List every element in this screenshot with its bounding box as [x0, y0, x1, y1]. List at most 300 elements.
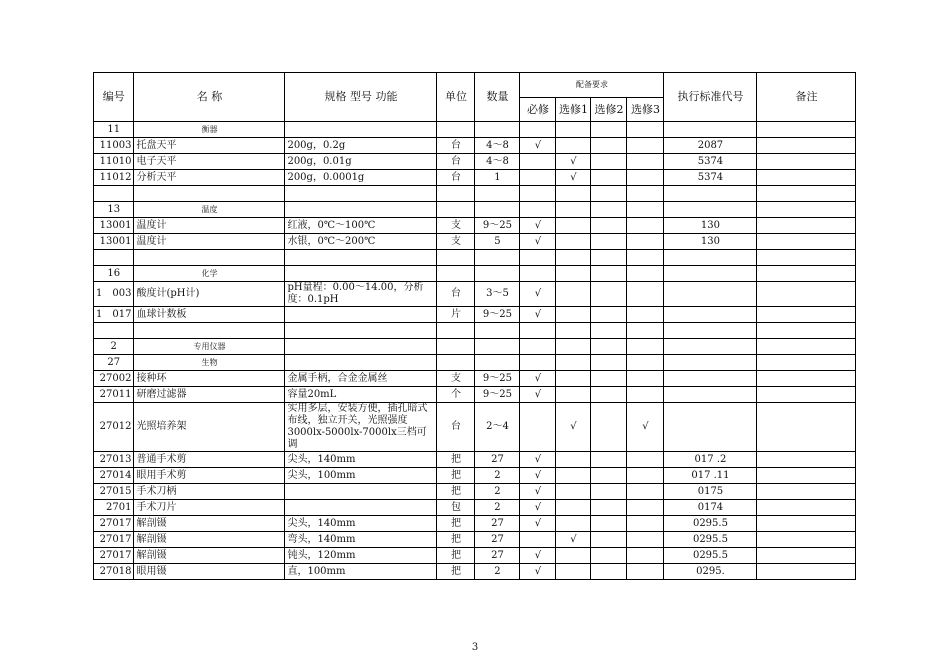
empty-cell — [556, 250, 591, 266]
empty-cell — [520, 122, 556, 138]
item-code: 27017 — [94, 548, 134, 564]
empty-cell — [664, 250, 757, 266]
table-row — [94, 452, 856, 468]
required-mark: √ — [520, 387, 556, 403]
header-unit: 单位 — [437, 73, 475, 122]
empty-cell — [591, 323, 627, 339]
item-remarks — [757, 403, 856, 452]
empty-cell — [757, 339, 856, 355]
empty-cell — [94, 250, 134, 266]
empty-cell — [556, 266, 591, 282]
section-code: 16 — [94, 266, 134, 282]
item-unit: 台 — [437, 170, 475, 186]
item-code: 27015 — [94, 484, 134, 500]
item-name: 眼用镊 — [134, 564, 285, 580]
item-code: 1 017 — [94, 307, 134, 323]
item-unit: 把 — [437, 468, 475, 484]
empty-cell — [94, 186, 134, 202]
item-quantity: 2～4 — [475, 403, 520, 452]
empty-cell — [591, 266, 627, 282]
elective-1-mark: √ — [556, 532, 591, 548]
blank-row — [94, 323, 856, 339]
standard-code: 0175 — [664, 484, 757, 500]
empty-cell — [475, 186, 520, 202]
empty-cell — [664, 202, 757, 218]
table-row — [94, 532, 856, 548]
item-spec: 实用多层，安装方便，插孔暗式布线，独立开关，光照强度3000lx-5000lx-7000lx三档可调 — [285, 403, 437, 452]
elective-3-mark — [627, 387, 664, 403]
item-name: 解剖镊 — [134, 532, 285, 548]
item-remarks — [757, 154, 856, 170]
item-code: 27013 — [94, 452, 134, 468]
empty-cell — [285, 339, 437, 355]
item-remarks — [757, 387, 856, 403]
required-mark: √ — [520, 516, 556, 532]
elective-1-mark — [556, 548, 591, 564]
standard-code: 017 .2 — [664, 452, 757, 468]
item-spec: 尖头，100mm — [285, 468, 437, 484]
required-mark: √ — [520, 371, 556, 387]
elective-1-mark — [556, 138, 591, 154]
table-body — [94, 122, 856, 580]
elective-2-mark — [591, 468, 627, 484]
standard-code — [664, 387, 757, 403]
required-mark: √ — [520, 548, 556, 564]
item-code: 11003 — [94, 138, 134, 154]
empty-cell — [556, 339, 591, 355]
elective-3-mark — [627, 468, 664, 484]
item-unit: 片 — [437, 307, 475, 323]
elective-2-mark — [591, 484, 627, 500]
elective-2-mark — [591, 371, 627, 387]
elective-3-mark — [627, 564, 664, 580]
item-unit: 把 — [437, 484, 475, 500]
item-name: 温度计 — [134, 218, 285, 234]
section-row — [94, 339, 856, 355]
elective-3-mark — [627, 307, 664, 323]
empty-cell — [475, 355, 520, 371]
item-quantity: 9～25 — [475, 371, 520, 387]
empty-cell — [627, 339, 664, 355]
empty-cell — [285, 202, 437, 218]
standard-code — [664, 282, 757, 307]
required-mark: √ — [520, 452, 556, 468]
standard-code — [664, 403, 757, 452]
item-name: 解剖镊 — [134, 548, 285, 564]
item-unit: 台 — [437, 282, 475, 307]
empty-cell — [285, 122, 437, 138]
required-mark: √ — [520, 564, 556, 580]
empty-cell — [757, 323, 856, 339]
section-row — [94, 266, 856, 282]
section-code: 27 — [94, 355, 134, 371]
empty-cell — [475, 122, 520, 138]
empty-cell — [591, 339, 627, 355]
item-code: 11012 — [94, 170, 134, 186]
elective-2-mark — [591, 548, 627, 564]
table-row — [94, 234, 856, 250]
standard-code: 0295.5 — [664, 516, 757, 532]
item-name: 托盘天平 — [134, 138, 285, 154]
section-code: 2 — [94, 339, 134, 355]
item-spec: 尖头，140mm — [285, 516, 437, 532]
table-row — [94, 218, 856, 234]
empty-cell — [627, 323, 664, 339]
empty-cell — [520, 339, 556, 355]
item-spec: 尖头，140mm — [285, 452, 437, 468]
elective-2-mark — [591, 170, 627, 186]
table-row — [94, 548, 856, 564]
empty-cell — [591, 186, 627, 202]
empty-cell — [437, 266, 475, 282]
empty-cell — [134, 323, 285, 339]
item-quantity: 5 — [475, 234, 520, 250]
item-code: 13001 — [94, 234, 134, 250]
item-quantity: 2 — [475, 468, 520, 484]
table-row — [94, 282, 856, 307]
empty-cell — [591, 355, 627, 371]
empty-cell — [520, 355, 556, 371]
item-quantity: 9～25 — [475, 307, 520, 323]
item-unit: 支 — [437, 218, 475, 234]
empty-cell — [437, 323, 475, 339]
table-row — [94, 170, 856, 186]
item-quantity: 27 — [475, 516, 520, 532]
standard-code: 0174 — [664, 500, 757, 516]
empty-cell — [285, 186, 437, 202]
standard-code: 017 .11 — [664, 468, 757, 484]
required-mark — [520, 403, 556, 452]
section-code: 11 — [94, 122, 134, 138]
header-elective-1: 选修1 — [556, 98, 591, 122]
elective-3-mark — [627, 484, 664, 500]
item-remarks — [757, 484, 856, 500]
empty-cell — [757, 202, 856, 218]
empty-cell — [134, 186, 285, 202]
item-quantity: 9～25 — [475, 218, 520, 234]
elective-1-mark: √ — [556, 170, 591, 186]
item-remarks — [757, 138, 856, 154]
header-required: 必修 — [520, 98, 556, 122]
empty-cell — [520, 202, 556, 218]
table-row — [94, 387, 856, 403]
item-quantity: 2 — [475, 484, 520, 500]
elective-2-mark — [591, 307, 627, 323]
item-unit: 个 — [437, 387, 475, 403]
empty-cell — [285, 355, 437, 371]
item-name: 眼用手术剪 — [134, 468, 285, 484]
item-code: 27017 — [94, 532, 134, 548]
required-mark — [520, 170, 556, 186]
elective-1-mark — [556, 371, 591, 387]
item-remarks — [757, 234, 856, 250]
standard-code: 0295.5 — [664, 532, 757, 548]
empty-cell — [437, 355, 475, 371]
elective-1-mark — [556, 218, 591, 234]
elective-2-mark — [591, 154, 627, 170]
elective-1-mark: √ — [556, 403, 591, 452]
standard-code — [664, 371, 757, 387]
item-remarks — [757, 532, 856, 548]
section-row — [94, 355, 856, 371]
item-spec — [285, 484, 437, 500]
item-name: 电子天平 — [134, 154, 285, 170]
item-remarks — [757, 218, 856, 234]
header-quantity: 数量 — [475, 73, 520, 122]
item-name: 普通手术剪 — [134, 452, 285, 468]
item-name: 手术刀柄 — [134, 484, 285, 500]
item-unit: 台 — [437, 154, 475, 170]
empty-cell — [627, 266, 664, 282]
required-mark: √ — [520, 282, 556, 307]
item-remarks — [757, 307, 856, 323]
section-name: 专用仪器 — [134, 339, 285, 355]
item-remarks — [757, 452, 856, 468]
item-quantity: 4～8 — [475, 138, 520, 154]
empty-cell — [475, 323, 520, 339]
standard-code: 2087 — [664, 138, 757, 154]
elective-2-mark — [591, 532, 627, 548]
empty-cell — [475, 339, 520, 355]
header-number: 编号 — [94, 73, 134, 122]
elective-1-mark — [556, 484, 591, 500]
item-unit: 台 — [437, 138, 475, 154]
empty-cell — [627, 250, 664, 266]
item-spec: 200g，0.0001g — [285, 170, 437, 186]
header-name: 名 称 — [134, 73, 285, 122]
item-unit: 把 — [437, 548, 475, 564]
empty-cell — [664, 186, 757, 202]
empty-cell — [285, 250, 437, 266]
header-elective-3: 选修3 — [627, 98, 664, 122]
item-unit: 把 — [437, 516, 475, 532]
header-remarks: 备注 — [757, 73, 856, 122]
empty-cell — [664, 339, 757, 355]
empty-cell — [520, 266, 556, 282]
table-header — [94, 73, 856, 122]
empty-cell — [437, 202, 475, 218]
required-mark: √ — [520, 234, 556, 250]
item-code: 27014 — [94, 468, 134, 484]
elective-2-mark — [591, 564, 627, 580]
elective-3-mark — [627, 282, 664, 307]
item-unit: 把 — [437, 564, 475, 580]
item-remarks — [757, 170, 856, 186]
item-quantity: 27 — [475, 532, 520, 548]
item-name: 温度计 — [134, 234, 285, 250]
header-elective-2: 选修2 — [591, 98, 627, 122]
section-row — [94, 122, 856, 138]
elective-1-mark — [556, 500, 591, 516]
elective-2-mark — [591, 516, 627, 532]
elective-3-mark — [627, 532, 664, 548]
required-mark: √ — [520, 468, 556, 484]
standard-code — [664, 307, 757, 323]
item-name: 酸度计(pH计) — [134, 282, 285, 307]
item-spec: pH量程：0.00～14.00，分析度：0.1pH — [285, 282, 437, 307]
table-row — [94, 154, 856, 170]
elective-3-mark: √ — [627, 403, 664, 452]
item-quantity: 2 — [475, 564, 520, 580]
empty-cell — [475, 266, 520, 282]
item-spec: 容量20mL — [285, 387, 437, 403]
empty-cell — [556, 122, 591, 138]
item-code: 27012 — [94, 403, 134, 452]
item-quantity: 27 — [475, 452, 520, 468]
item-name: 手术刀片 — [134, 500, 285, 516]
item-quantity: 27 — [475, 548, 520, 564]
blank-row — [94, 186, 856, 202]
item-spec — [285, 500, 437, 516]
table-row — [94, 500, 856, 516]
empty-cell — [94, 323, 134, 339]
item-unit: 支 — [437, 234, 475, 250]
item-quantity: 9～25 — [475, 387, 520, 403]
elective-1-mark: √ — [556, 154, 591, 170]
elective-3-mark — [627, 500, 664, 516]
item-spec: 弯头，140mm — [285, 532, 437, 548]
empty-cell — [437, 250, 475, 266]
item-quantity: 2 — [475, 500, 520, 516]
item-name: 接种环 — [134, 371, 285, 387]
item-spec: 直，100mm — [285, 564, 437, 580]
item-code: 1 003 — [94, 282, 134, 307]
elective-2-mark — [591, 403, 627, 452]
elective-3-mark — [627, 516, 664, 532]
section-code: 13 — [94, 202, 134, 218]
required-mark: √ — [520, 307, 556, 323]
elective-1-mark — [556, 468, 591, 484]
empty-cell — [757, 355, 856, 371]
required-mark: √ — [520, 500, 556, 516]
item-name: 光照培养架 — [134, 403, 285, 452]
item-code: 27017 — [94, 516, 134, 532]
table-row — [94, 468, 856, 484]
item-code: 27011 — [94, 387, 134, 403]
empty-cell — [556, 202, 591, 218]
empty-cell — [475, 202, 520, 218]
empty-cell — [664, 323, 757, 339]
item-remarks — [757, 282, 856, 307]
empty-cell — [285, 266, 437, 282]
elective-3-mark — [627, 218, 664, 234]
empty-cell — [520, 250, 556, 266]
empty-cell — [664, 122, 757, 138]
elective-3-mark — [627, 548, 664, 564]
table-row — [94, 564, 856, 580]
elective-1-mark — [556, 307, 591, 323]
item-name: 解剖镊 — [134, 516, 285, 532]
table-row — [94, 307, 856, 323]
page-number: 3 — [471, 642, 479, 653]
table-row — [94, 516, 856, 532]
empty-cell — [134, 250, 285, 266]
item-remarks — [757, 371, 856, 387]
equipment-table — [93, 72, 856, 580]
item-unit: 台 — [437, 403, 475, 452]
empty-cell — [591, 122, 627, 138]
item-spec: 200g，0.2g — [285, 138, 437, 154]
elective-3-mark — [627, 371, 664, 387]
elective-3-mark — [627, 154, 664, 170]
standard-code: 5374 — [664, 170, 757, 186]
standard-code: 0295.5 — [664, 548, 757, 564]
empty-cell — [757, 250, 856, 266]
header-spec: 规格 型号 功能 — [285, 73, 437, 122]
item-unit: 把 — [437, 452, 475, 468]
empty-cell — [285, 323, 437, 339]
elective-1-mark — [556, 564, 591, 580]
empty-cell — [556, 186, 591, 202]
table-row — [94, 403, 856, 452]
empty-cell — [591, 202, 627, 218]
empty-cell — [591, 250, 627, 266]
elective-1-mark — [556, 452, 591, 468]
empty-cell — [664, 355, 757, 371]
section-name: 温度 — [134, 202, 285, 218]
empty-cell — [627, 202, 664, 218]
item-name: 血球计数板 — [134, 307, 285, 323]
item-code: 11010 — [94, 154, 134, 170]
item-name: 分析天平 — [134, 170, 285, 186]
empty-cell — [664, 266, 757, 282]
empty-cell — [627, 186, 664, 202]
elective-2-mark — [591, 282, 627, 307]
item-spec: 钝头，120mm — [285, 548, 437, 564]
item-code: 13001 — [94, 218, 134, 234]
empty-cell — [627, 355, 664, 371]
standard-code: 130 — [664, 218, 757, 234]
item-unit: 把 — [437, 532, 475, 548]
elective-2-mark — [591, 218, 627, 234]
header-standard-code: 执行标准代号 — [664, 73, 757, 122]
header-requirement-group: 配备要求 — [520, 73, 664, 98]
item-spec: 金属手柄，合金金属丝 — [285, 371, 437, 387]
table-row — [94, 484, 856, 500]
item-remarks — [757, 516, 856, 532]
empty-cell — [757, 266, 856, 282]
elective-2-mark — [591, 452, 627, 468]
item-spec: 红液，0℃～100℃ — [285, 218, 437, 234]
elective-2-mark — [591, 387, 627, 403]
elective-2-mark — [591, 138, 627, 154]
standard-code: 5374 — [664, 154, 757, 170]
section-name: 化学 — [134, 266, 285, 282]
standard-code: 0295. — [664, 564, 757, 580]
section-row — [94, 202, 856, 218]
item-code: 27002 — [94, 371, 134, 387]
empty-cell — [556, 323, 591, 339]
elective-3-mark — [627, 452, 664, 468]
elective-3-mark — [627, 170, 664, 186]
item-quantity: 1 — [475, 170, 520, 186]
table-row — [94, 371, 856, 387]
required-mark — [520, 532, 556, 548]
table-row — [94, 138, 856, 154]
required-mark: √ — [520, 218, 556, 234]
item-spec: 200g，0.01g — [285, 154, 437, 170]
elective-1-mark — [556, 282, 591, 307]
required-mark — [520, 154, 556, 170]
standard-code: 130 — [664, 234, 757, 250]
empty-cell — [520, 186, 556, 202]
elective-1-mark — [556, 516, 591, 532]
elective-3-mark — [627, 234, 664, 250]
item-code: 27018 — [94, 564, 134, 580]
item-spec — [285, 307, 437, 323]
item-remarks — [757, 468, 856, 484]
required-mark: √ — [520, 484, 556, 500]
